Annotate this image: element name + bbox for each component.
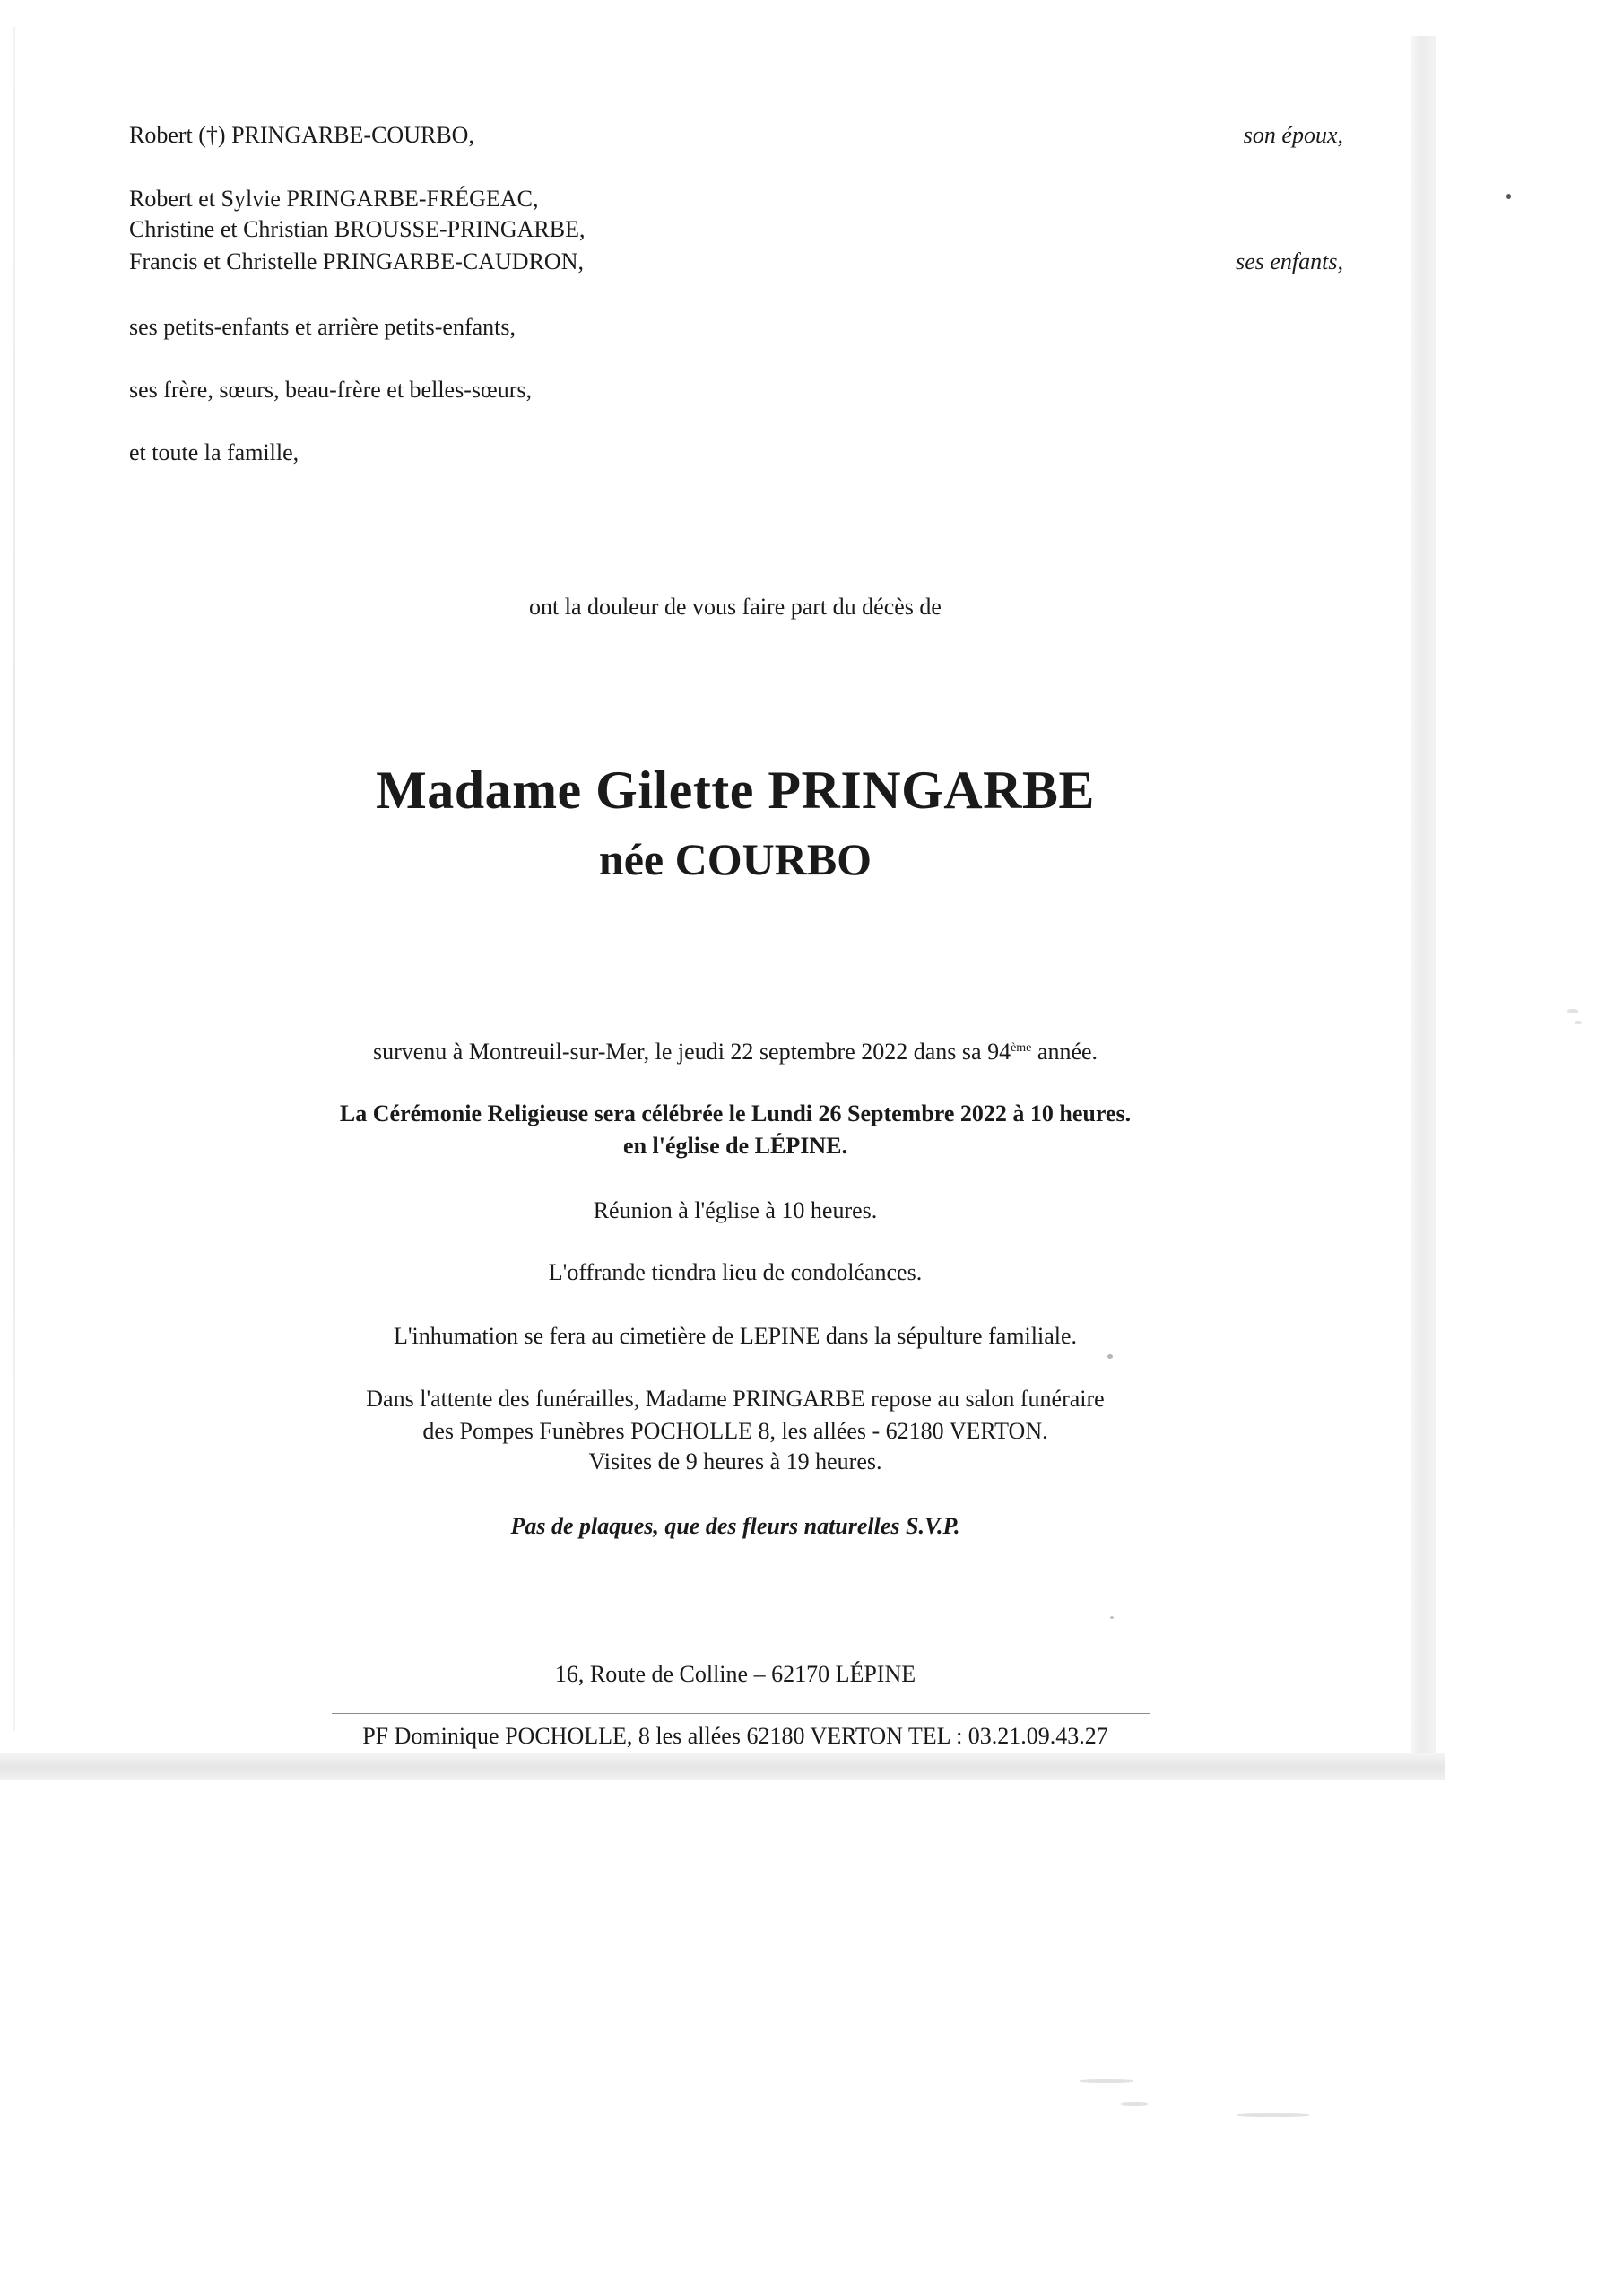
death-text-end: année. bbox=[1031, 1039, 1098, 1065]
viewing-line: Dans l'attente des funérailles, Madame PRINGARBE repose au salon funéraire bbox=[366, 1386, 1105, 1412]
scan-speck bbox=[1110, 1616, 1114, 1619]
burial-line: L'inhumation se fera au cimetière de LEPINE dans la sépulture familiale. bbox=[393, 1323, 1077, 1349]
siblings-line: ses frère, sœurs, beau-frère et belles-sœurs, bbox=[129, 377, 533, 403]
spouse-label: son époux, bbox=[1243, 122, 1343, 148]
deceased-maiden-name: née COURBO bbox=[598, 834, 872, 884]
child-line: Robert et Sylvie PRINGARBE-FRÉGEAC, bbox=[129, 186, 539, 212]
scan-edge-bottom bbox=[0, 1753, 1445, 1780]
scan-smudge bbox=[1575, 1021, 1582, 1024]
viewing-line: des Pompes Funèbres POCHOLLE 8, les allées - 62180 VERTON. bbox=[422, 1418, 1048, 1444]
scan-smudge bbox=[1080, 2079, 1133, 2083]
scan-smudge bbox=[1237, 2113, 1309, 2117]
children-label: ses enfants, bbox=[1236, 248, 1343, 274]
offering-line: L'offrande tiendra lieu de condoléances. bbox=[548, 1259, 923, 1285]
spouse-name: Robert (†) PRINGARBE-COURBO, bbox=[129, 122, 474, 148]
scan-speck bbox=[1107, 1354, 1113, 1359]
address-line: 16, Route de Colline – 62170 LÉPINE bbox=[554, 1661, 916, 1687]
announcement-text: ont la douleur de vous faire part du décès de bbox=[529, 594, 942, 620]
ceremony-line: La Cérémonie Religieuse sera célébrée le Lundi 26 Septembre 2022 à 10 heures. bbox=[339, 1100, 1132, 1126]
deceased-name: Madame Gilette PRINGARBE bbox=[376, 761, 1095, 820]
child-line: Christine et Christian BROUSSE-PRINGARBE, bbox=[129, 216, 586, 242]
death-notice bbox=[0, 1038, 1471, 1066]
funeral-home-footer: PF Dominique POCHOLLE, 8 les allées 62180 VERTON TEL : 03.21.09.43.27 bbox=[362, 1723, 1108, 1749]
scan-speck bbox=[1506, 194, 1511, 199]
scan-smudge bbox=[1121, 2102, 1148, 2106]
viewing-hours: Visites de 9 heures à 19 heures. bbox=[588, 1448, 882, 1474]
footer-divider bbox=[332, 1713, 1150, 1714]
flowers-note: Pas de plaques, que des fleurs naturelles S.V.P. bbox=[510, 1513, 960, 1539]
grandchildren-line: ses petits-enfants et arrière petits-enfants, bbox=[129, 314, 516, 340]
ceremony-place: en l'église de LÉPINE. bbox=[623, 1133, 847, 1159]
meeting-line: Réunion à l'église à 10 heures. bbox=[593, 1197, 878, 1223]
ordinal-suffix: ème bbox=[1011, 1041, 1032, 1055]
scan-smudge bbox=[1567, 1009, 1578, 1013]
family-line: et toute la famille, bbox=[129, 439, 299, 465]
child-line: Francis et Christelle PRINGARBE-CAUDRON, bbox=[129, 248, 584, 274]
death-text: survenu à Montreuil-sur-Mer, le jeudi 22 septembre 2022 dans sa 94 bbox=[372, 1039, 1011, 1065]
